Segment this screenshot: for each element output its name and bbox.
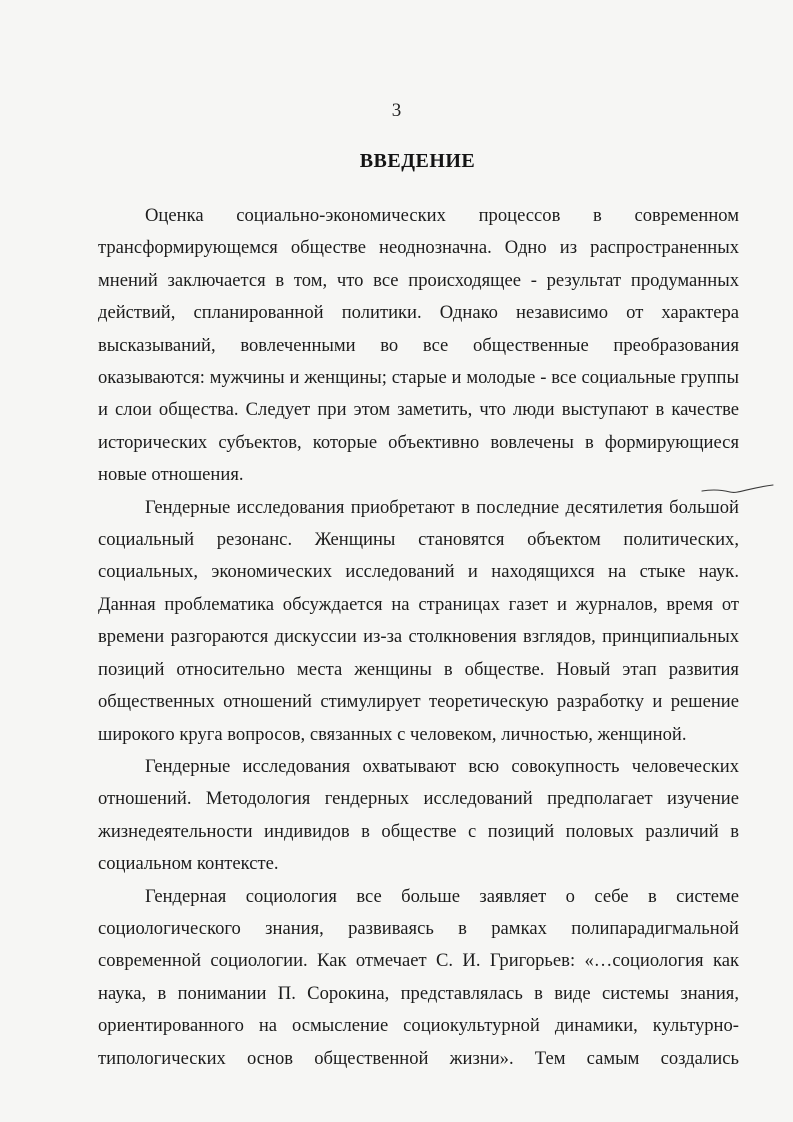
section-heading: ВВЕДЕНИЕ	[359, 150, 476, 172]
paragraph: Гендерные исследования охватывают всю совокупность человеческих отношений. Методология гендерных исследований предполагает изучение жизнедеятельности индивидов в обществе с позиций половых различий в социальном контексте.	[98, 755, 739, 875]
body-text	[98, 200, 739, 1075]
paragraph: Гендерные исследования приобретают в последние десятилетия большой социальный резонанс. Женщины становятся объектом политических, социальных, экономических исследований и находящихся на стыке наук. Данная проблематика обсуждается на страницах газет и журналов, время от времени разгораются дискуссии из-за столкновения взглядов, принципиальных позиций относительно места женщины в обществе. Новый этап развития общественных отношений стимулирует теоретическую разработку и решение широкого круга вопросов, связанных с человеком, личностью, женщиной.	[98, 496, 739, 745]
paragraph: Оценка социально-экономических процессов в современном трансформирующемся обществе неоднозначна. Одно из распространенных мнений заключается в том, что все происходящее - результат продуманных действий, спланированной политики. Однако независимо от характера высказываний, вовлеченными во все общественные преобразования оказываются: мужчины и женщины; старые и молодые - все социальные группы и слои общества. Следует при этом заметить, что люди выступают в качестве исторических субъектов, которые объективно вовлечены в формирующиеся новые отношения.	[98, 205, 739, 486]
paragraph: Гендерная социология все больше заявляет о себе в системе социологического знания, развиваясь в рамках полипарадигмальной современной социологии. Как отмечает С. И. Григорьев: «…социология как наука, в понимании П. Сорокина, представлялась в виде системы знания, ориентированного на осмысление социокультурной динамики, культурно-типологических основ общественной жизни». Тем самым создались	[98, 885, 739, 1069]
page-number: 3	[391, 100, 402, 121]
